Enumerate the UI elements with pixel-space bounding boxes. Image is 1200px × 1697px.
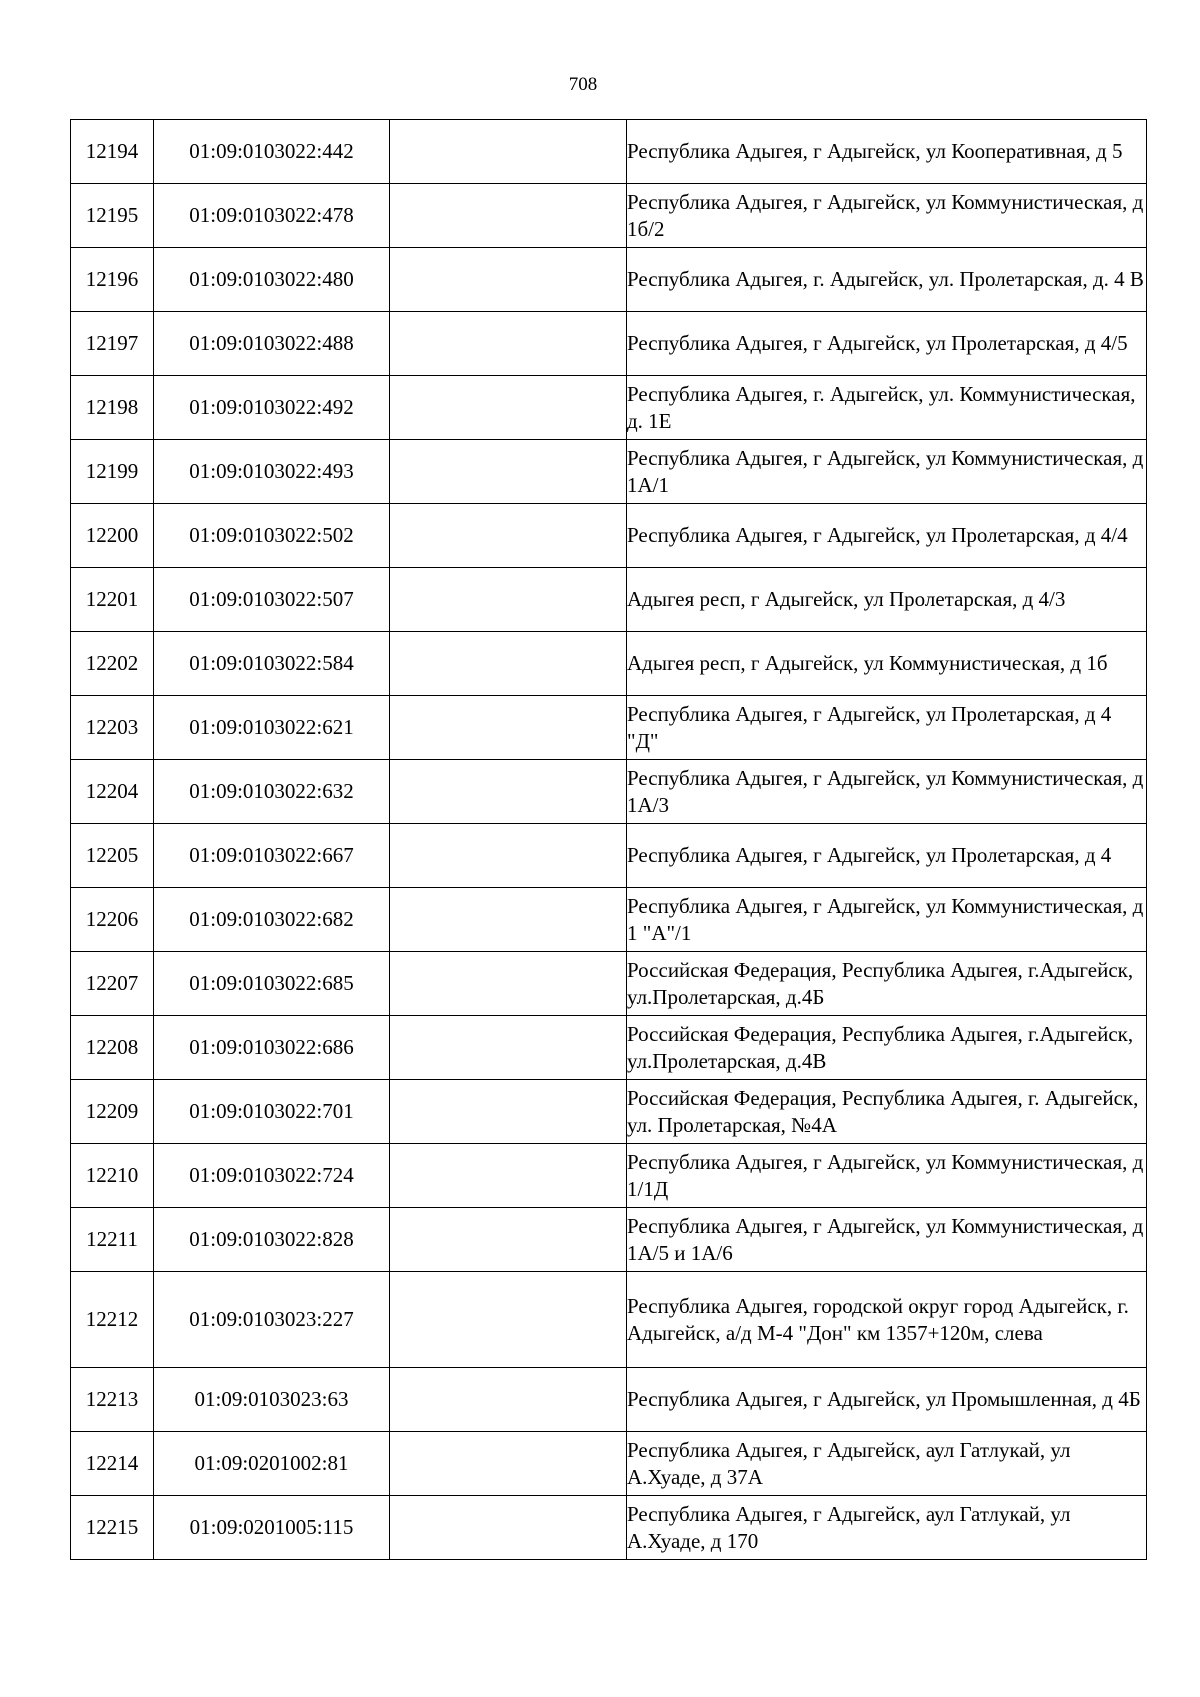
table-row: [71, 952, 1147, 1016]
address-cell: Республика Адыгея, г Адыгейск, ул Коммунистическая, д 1А/1: [627, 440, 1147, 504]
address-cell: Республика Адыгея, г Адыгейск, ул Коммунистическая, д 1А/5 и 1А/6: [627, 1208, 1147, 1272]
row-number: 12206: [71, 888, 154, 952]
address-cell: Республика Адыгея, г Адыгейск, ул Промышленная, д 4Б: [627, 1368, 1147, 1432]
address-cell: Республика Адыгея, г Адыгейск, ул Коммунистическая, д 1б/2: [627, 184, 1147, 248]
row-number: 12196: [71, 248, 154, 312]
address-cell: Республика Адыгея, г Адыгейск, ул Кооперативная, д 5: [627, 120, 1147, 184]
table-row: [71, 312, 1147, 376]
table-row: [71, 1272, 1147, 1368]
address-cell: Республика Адыгея, городской округ город Адыгейск, г. Адыгейск, а/д М-4 "Дон" км 1357+120м, слева: [627, 1272, 1147, 1368]
cadastral-number: 01:09:0103022:667: [154, 824, 390, 888]
cadastral-number: 01:09:0103022:686: [154, 1016, 390, 1080]
cadastral-number: 01:09:0103022:724: [154, 1144, 390, 1208]
empty-cell: [390, 1496, 627, 1560]
cadastral-number: 01:09:0103022:493: [154, 440, 390, 504]
table-row: [71, 1496, 1147, 1560]
row-number: 12210: [71, 1144, 154, 1208]
empty-cell: [390, 1368, 627, 1432]
row-number: 12197: [71, 312, 154, 376]
empty-cell: [390, 184, 627, 248]
empty-cell: [390, 824, 627, 888]
table-row: [71, 248, 1147, 312]
cadastral-number: 01:09:0103022:632: [154, 760, 390, 824]
empty-cell: [390, 376, 627, 440]
address-cell: Республика Адыгея, г Адыгейск, ул Коммунистическая, д 1 "А"/1: [627, 888, 1147, 952]
empty-cell: [390, 568, 627, 632]
table-row: [71, 376, 1147, 440]
cadastral-number: 01:09:0103022:502: [154, 504, 390, 568]
row-number: 12214: [71, 1432, 154, 1496]
address-cell: Республика Адыгея, г Адыгейск, ул Коммунистическая, д 1/1Д: [627, 1144, 1147, 1208]
row-number: 12215: [71, 1496, 154, 1560]
table-row: [71, 760, 1147, 824]
row-number: 12212: [71, 1272, 154, 1368]
cadastral-number: 01:09:0103022:621: [154, 696, 390, 760]
table-row: [71, 1432, 1147, 1496]
empty-cell: [390, 1208, 627, 1272]
cadastral-number: 01:09:0103022:682: [154, 888, 390, 952]
cadastral-number: 01:09:0103022:507: [154, 568, 390, 632]
empty-cell: [390, 440, 627, 504]
row-number: 12199: [71, 440, 154, 504]
registry-table: [70, 119, 1147, 1560]
address-cell: Российская Федерация, Республика Адыгея, г.Адыгейск, ул.Пролетарская, д.4В: [627, 1016, 1147, 1080]
row-number: 12195: [71, 184, 154, 248]
row-number: 12203: [71, 696, 154, 760]
row-number: 12209: [71, 1080, 154, 1144]
table-row: [71, 1208, 1147, 1272]
table-row: [71, 1016, 1147, 1080]
cadastral-number: 01:09:0103023:227: [154, 1272, 390, 1368]
cadastral-number: 01:09:0103022:584: [154, 632, 390, 696]
address-cell: Республика Адыгея, г Адыгейск, ул Пролетарская, д 4: [627, 824, 1147, 888]
empty-cell: [390, 1080, 627, 1144]
empty-cell: [390, 1144, 627, 1208]
empty-cell: [390, 1432, 627, 1496]
empty-cell: [390, 1272, 627, 1368]
empty-cell: [390, 504, 627, 568]
cadastral-number: 01:09:0103022:478: [154, 184, 390, 248]
address-cell: Республика Адыгея, г Адыгейск, ул Пролетарская, д 4 "Д": [627, 696, 1147, 760]
table-row: [71, 1080, 1147, 1144]
address-cell: Российская Федерация, Республика Адыгея, г. Адыгейск, ул. Пролетарская, №4А: [627, 1080, 1147, 1144]
cadastral-number: 01:09:0103023:63: [154, 1368, 390, 1432]
cadastral-number: 01:09:0201005:115: [154, 1496, 390, 1560]
address-cell: Республика Адыгея, г. Адыгейск, ул. Пролетарская, д. 4 В: [627, 248, 1147, 312]
table-row: [71, 568, 1147, 632]
empty-cell: [390, 760, 627, 824]
row-number: 12205: [71, 824, 154, 888]
row-number: 12202: [71, 632, 154, 696]
address-cell: Республика Адыгея, г Адыгейск, ул Пролетарская, д 4/4: [627, 504, 1147, 568]
address-cell: Республика Адыгея, г. Адыгейск, ул. Коммунистическая, д. 1Е: [627, 376, 1147, 440]
empty-cell: [390, 696, 627, 760]
empty-cell: [390, 1016, 627, 1080]
empty-cell: [390, 248, 627, 312]
table-row: [71, 824, 1147, 888]
row-number: 12201: [71, 568, 154, 632]
table-row: [71, 1144, 1147, 1208]
address-cell: Республика Адыгея, г Адыгейск, ул Пролетарская, д 4/5: [627, 312, 1147, 376]
cadastral-number: 01:09:0103022:701: [154, 1080, 390, 1144]
row-number: 12211: [71, 1208, 154, 1272]
address-cell: Адыгея респ, г Адыгейск, ул Коммунистическая, д 1б: [627, 632, 1147, 696]
row-number: 12194: [71, 120, 154, 184]
table-row: [71, 888, 1147, 952]
page-number: 708: [568, 74, 598, 95]
row-number: 12208: [71, 1016, 154, 1080]
row-number: 12207: [71, 952, 154, 1016]
table-row: [71, 184, 1147, 248]
table-row: [71, 120, 1147, 184]
address-cell: Республика Адыгея, г Адыгейск, аул Гатлукай, ул А.Хуаде, д 170: [627, 1496, 1147, 1560]
cadastral-number: 01:09:0103022:492: [154, 376, 390, 440]
cadastral-number: 01:09:0103022:685: [154, 952, 390, 1016]
empty-cell: [390, 120, 627, 184]
table-row: [71, 632, 1147, 696]
table-row: [71, 440, 1147, 504]
table-row: [71, 696, 1147, 760]
address-cell: Республика Адыгея, г Адыгейск, ул Коммунистическая, д 1А/3: [627, 760, 1147, 824]
cadastral-number: 01:09:0103022:480: [154, 248, 390, 312]
cadastral-number: 01:09:0201002:81: [154, 1432, 390, 1496]
row-number: 12213: [71, 1368, 154, 1432]
table-row: [71, 1368, 1147, 1432]
empty-cell: [390, 888, 627, 952]
empty-cell: [390, 312, 627, 376]
address-cell: Адыгея респ, г Адыгейск, ул Пролетарская, д 4/3: [627, 568, 1147, 632]
address-cell: Республика Адыгея, г Адыгейск, аул Гатлукай, ул А.Хуаде, д 37А: [627, 1432, 1147, 1496]
row-number: 12204: [71, 760, 154, 824]
row-number: 12198: [71, 376, 154, 440]
row-number: 12200: [71, 504, 154, 568]
cadastral-number: 01:09:0103022:488: [154, 312, 390, 376]
cadastral-number: 01:09:0103022:442: [154, 120, 390, 184]
empty-cell: [390, 632, 627, 696]
table-row: [71, 504, 1147, 568]
cadastral-number: 01:09:0103022:828: [154, 1208, 390, 1272]
address-cell: Российская Федерация, Республика Адыгея, г.Адыгейск, ул.Пролетарская, д.4Б: [627, 952, 1147, 1016]
empty-cell: [390, 952, 627, 1016]
